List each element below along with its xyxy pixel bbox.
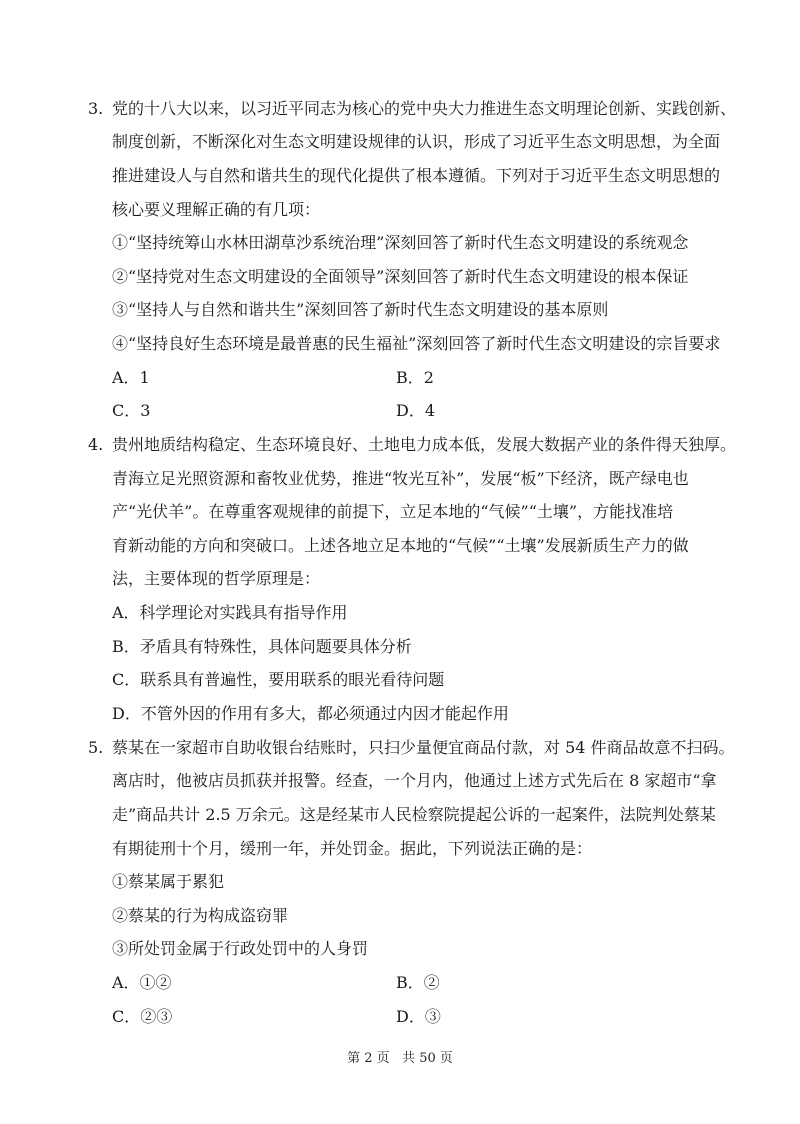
question-5-option-d: D．③: [396, 1007, 441, 1026]
question-4-stem-line-5: 法，主要体现的哲学原理是：: [112, 569, 321, 588]
question-3-stem-line-4: 核心要义理解正确的有几项：: [112, 200, 321, 219]
question-3-option-a: A．1: [112, 368, 150, 387]
question-5-number: 5.: [88, 738, 104, 757]
question-5-option-c: C．②③: [112, 1007, 173, 1026]
question-3-statement-3: ③“坚持人与自然和谐共生”深刻回答了新时代生态文明建设的基本原则: [112, 300, 609, 319]
question-3-stem-line-2: 制度创新，不断深化对生态文明建设规律的认识，形成了习近平生态文明思想，为全面: [112, 132, 721, 151]
question-4-option-d: D．不管外因的作用有多大，都必须通过内因才能起作用: [112, 704, 509, 723]
question-4-stem-line-4: 育新动能的方向和突破口。上述各地立足本地的“气候”“土壤”发展新质生产力的做: [112, 536, 689, 555]
question-5-stem-line-3: 走”商品共计 2.5 万余元。这是经某市人民检察院提起公诉的一起案件，法院判处蔡某: [112, 805, 716, 824]
question-3-option-d: D．4: [396, 401, 436, 420]
question-4-option-a: A．科学理论对实践具有指导作用: [112, 603, 348, 622]
question-3-option-c: C．3: [112, 401, 151, 420]
question-4-stem-line-2: 青海立足光照资源和畜牧业优势，推进“牧光互补”，发展“板”下经济，既产绿电也: [112, 469, 689, 488]
question-3-stem-line-1: 党的十八大以来，以习近平同志为核心的党中央大力推进生态文明理论创新、实践创新、: [112, 99, 737, 118]
question-4-number: 4.: [88, 435, 104, 454]
question-4-option-b: B．矛盾具有特殊性，具体问题要具体分析: [112, 637, 412, 656]
question-5-statement-1: ①蔡某属于累犯: [112, 872, 225, 891]
question-3-statement-4: ④“坚持良好生态环境是最普惠的民生福祉”深刻回答了新时代生态文明建设的宗旨要求: [112, 334, 721, 353]
question-5-option-a: A．①②: [112, 973, 172, 992]
question-3-stem-line-3: 推进建设人与自然和谐共生的现代化提供了根本遵循。下列对于习近平生态文明思想的: [112, 166, 721, 185]
question-5-statement-3: ③所处罚金属于行政处罚中的人身罚: [112, 939, 369, 958]
question-4-stem-line-3: 产“光伏羊”。在尊重客观规律的前提下，立足本地的“气候”“土壤”，方能找准培: [112, 502, 674, 521]
question-5-stem-line-2: 离店时，他被店员抓获并报警。经查，一个月内，他通过上述方式先后在 8 家超市“拿: [112, 771, 717, 790]
question-4-stem-line-1: 贵州地质结构稳定、生态环境良好、土地电力成本低，发展大数据产业的条件得天独厚。: [112, 435, 737, 454]
question-3-option-b: B．2: [396, 368, 434, 387]
question-5-option-b: B．②: [396, 973, 440, 992]
question-3-statement-1: ①“坚持统筹山水林田湖草沙系统治理”深刻回答了新时代生态文明建设的系统观念: [112, 233, 689, 252]
question-5-stem-line-4: 有期徒刑十个月，缓刑一年，并处罚金。据此，下列说法正确的是：: [112, 839, 593, 858]
question-3-number: 3.: [88, 99, 104, 118]
question-5-stem-line-1: 蔡某在一家超市自助收银台结账时，只扫少量便宜商品付款，对 54 件商品故意不扫码。: [112, 738, 735, 757]
question-3-statement-2: ②“坚持党对生态文明建设的全面领导”深刻回答了新时代生态文明建设的根本保证: [112, 267, 689, 286]
question-4-option-c: C．联系具有普遍性，要用联系的眼光看待问题: [112, 670, 445, 689]
page-footer: 第 2 页 共 50 页: [347, 1051, 453, 1066]
question-5-statement-2: ②蔡某的行为构成盗窃罪: [112, 906, 289, 925]
